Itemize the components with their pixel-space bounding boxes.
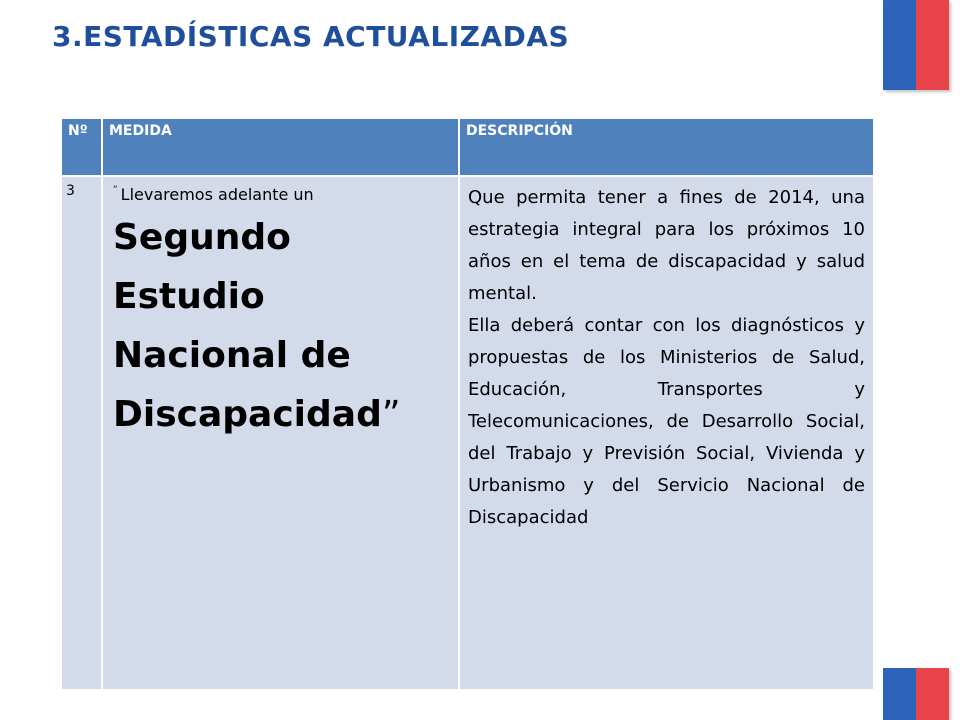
chile-flag-top-decoration — [883, 0, 949, 90]
medida-intro — [113, 185, 448, 204]
chile-flag-bottom-decoration — [883, 668, 949, 720]
row-descripcion — [459, 176, 874, 690]
header-medida: MEDIDA — [102, 118, 459, 176]
flag-blue-stripe — [883, 0, 916, 90]
flag-red-stripe — [916, 668, 949, 720]
table-row — [61, 176, 874, 690]
row-num: 3 — [61, 176, 102, 690]
medida-intro-text: Llevaremos adelante un — [120, 185, 314, 204]
descripcion-paragraph-1: Que permita tener a fines de 2014, una estrategia integral para los próximos 10 años en el tema de discapacidad y salud mental. — [468, 187, 865, 304]
slide-title: 3.ESTADÍSTICAS ACTUALIZADAS — [52, 20, 570, 53]
close-quote: ” — [381, 394, 401, 435]
header-descripcion: DESCRIPCIÓN — [459, 118, 874, 176]
medida-highlight-text: Segundo Estudio Nacional de Discapacidad — [113, 217, 382, 435]
open-quote: “ — [113, 185, 118, 195]
flag-blue-stripe — [883, 668, 916, 720]
medida-highlight — [113, 208, 448, 444]
row-medida — [102, 176, 459, 690]
header-num: Nº — [61, 118, 102, 176]
table-header-row — [61, 118, 874, 176]
measures-table — [60, 117, 875, 691]
descripcion-paragraph-2: Ella deberá contar con los diagnósticos y propuestas de los Ministerios de Salud, Educación, Transportes y Telecomunicaciones, de Desarrollo Social, del Trabajo y Previsión Social, Vivienda y Urbanismo y del Servicio Nacional de Discapacidad — [468, 315, 865, 528]
flag-red-stripe — [916, 0, 949, 90]
